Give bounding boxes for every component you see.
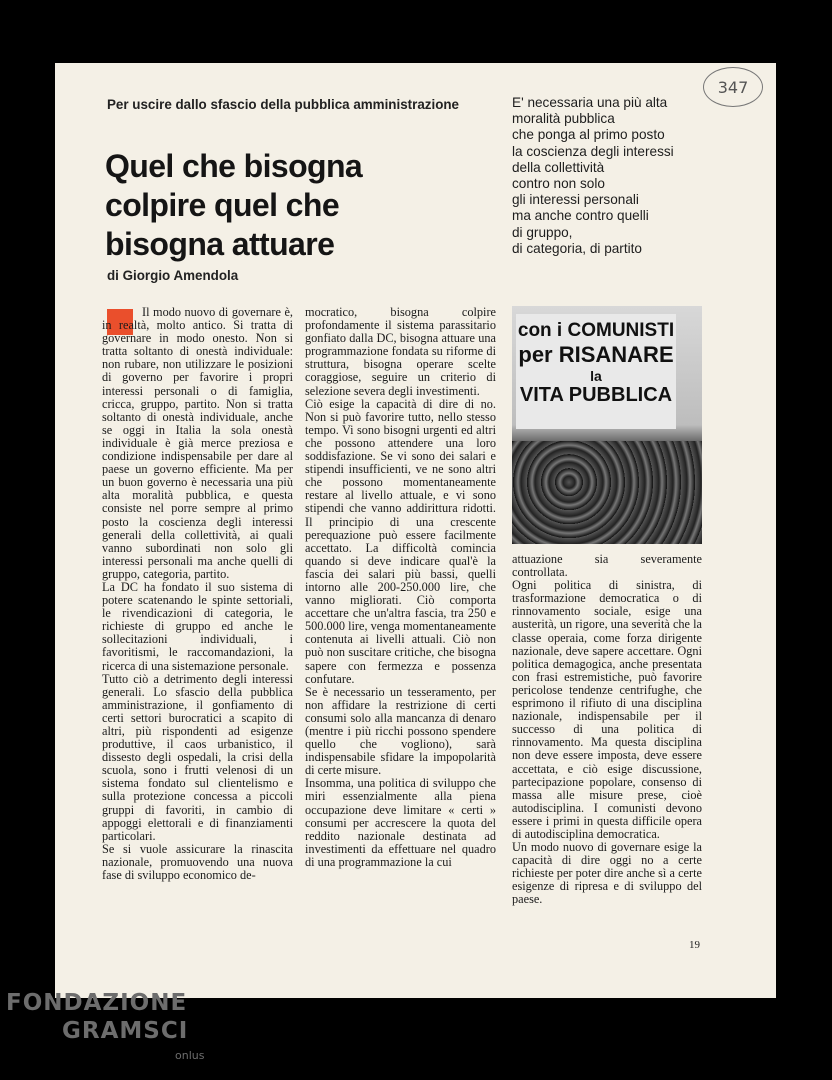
pull-quote bbox=[512, 95, 762, 257]
paragraph: La DC ha fondato il suo sistema di potere scatenando le spinte settoriali, le rivendicazioni di categoria, le richieste di gruppo ed anche le sollecitazioni individuali, i favoritismi, le raccomandazioni, la ricerca di una sistemazione personale. bbox=[102, 579, 293, 673]
banner-text: la bbox=[590, 368, 602, 384]
paragraph: Ogni politica di sinistra, di trasformazione democratica o di rinnovamento sociale, esige una austerità, un rigore, una severità che la classe operaia, come forza dirigente nazionale, deve sapere accettare. Ogni politica demagogica, anche presentata con frasi estremistiche, può favorire pericolose tendenze centrifughe, che esprimono il rifiuto di una disciplina nazionale, indispensabile per il successo di una politica di rinnovamento. Ma questa disciplina non deve essere imposta, deve essere accettata, e ciò esige discussione, partecipazione popolare, consenso di massa alle misure prese, cioè autodisciplina. I comunisti devono essere i primi in questa difficile opera di autodisciplina democratica. bbox=[512, 578, 702, 841]
watermark-line-1: FONDAZIONE bbox=[6, 990, 188, 1016]
pull-quote-line: ma anche contro quelli bbox=[512, 208, 649, 224]
paragraph: Se si vuole assicurare la rinascita nazionale, promuovendo una nuova fase di sviluppo economico de- bbox=[102, 841, 293, 883]
paragraph: Tutto ciò a detrimento degli interessi generali. Lo sfascio della pubblica amministrazione, il gonfiamento di certi settori burocratici a scapito di altri, più rispondenti ad esigenze produttive, il caos urbanistico, il dissesto degli ospedali, la crisi della scuola, sono i frutti velenosi di un sistema fondato sul clientelismo e sulla protezione concessa a piccoli gruppi di favoriti, in cambio di appoggi elettorali e di finanziamenti particolari. bbox=[102, 671, 293, 843]
article-column-1 bbox=[102, 306, 293, 882]
paragraph: mocratico, bisogna colpire profondamente il sistema parassitario gonfiato dalla DC, bisogna attuare una programmazione fondata su riforme di struttura, bisogna operare scelte coraggiose, seguire un criterio di selezione severa degli investimenti. bbox=[305, 305, 496, 398]
pull-quote-line: E' necessaria una più alta bbox=[512, 95, 668, 110]
banner-text: VITA PUBBLICA bbox=[519, 384, 673, 406]
watermark-line-2: GRAMSCI bbox=[62, 1018, 189, 1044]
pull-quote-line: di categoria, di partito bbox=[512, 240, 642, 256]
banner-text: con i COMUNISTI bbox=[517, 320, 675, 341]
pull-quote-line: di gruppo, bbox=[512, 224, 573, 240]
paragraph: Ciò esige la capacità di dire di no. Non si può favorire tutto, nello stesso tempo. Vi sono bisogni urgenti ed altri che possono attendere una loro soddisfazione. Se vi sono dei salari e stipendi insufficienti, ve ne sono altri che possono momentaneamente restare al livello attuale, e vi sono stipendi che vanno addirittura ridotti. Il principio di una crescente perequazione può essere facilmente accettato. La difficoltà comincia quando si deve indicare qual'è la fascia dei salari più bassi, quelli intorno alle 200-250.000 lire, che vanno migliorati. Ciò comporta accettare che un'altra fascia, tra 250 e 500.000 lire, venga momentaneamente contenuta ai livelli attuali. Ciò non può non suscitare critiche, che bisogna sapere con fermezza e possenza confutare. bbox=[305, 396, 496, 686]
magazine-page bbox=[55, 63, 776, 998]
handwritten-page-mark: 347 bbox=[703, 67, 763, 107]
headline-line: Quel che bisogna bbox=[105, 148, 363, 184]
paragraph: Insomma, una politica di sviluppo che miri essenzialmente alla piena occupazione deve limitare « certi » consumi per accrescere la quota del reddito nazionale destinata ad investimenti da effettuare nel quadro di una programmazione la cui bbox=[305, 776, 496, 869]
pull-quote-line: gli interessi personali bbox=[512, 192, 639, 208]
headline-line: bisogna attuare bbox=[105, 226, 335, 262]
paragraph: Un modo nuovo di governare esige la capacità di dire oggi no a certe richieste per poter dire anche sì a certe esigenze di ripresa e di sviluppo del paese. bbox=[512, 840, 702, 907]
protest-photo bbox=[512, 306, 702, 544]
paragraph: Il modo nuovo di governare è, in realtà, molto antico. Si tratta di governare in modo onesto. Non si tratta soltanto di onestà individuale: non rubare, non utilizzare le posizioni di governo per favorire i propri interessi personali o di famiglia, cricca, gruppo, partito. Non si tratta soltanto di onestà individuale, anche se oggi in Italia la sola onestà individuale è già merce preziosa e condizione indispensabile per dare al paese un governo efficiente. Ma per un buon governo è necessaria una più alta moralità pubblica, e questa consiste nel porre sempre al primo posto la coscienza degli interessi generali della collettività, ai quali vanno subordinati non solo gli interessi personali ma anche quelli di gruppo, categoria, partito. bbox=[102, 305, 293, 581]
protest-banner bbox=[516, 314, 676, 429]
pull-quote-line: moralità pubblica bbox=[512, 111, 615, 127]
pull-quote-line: che ponga al primo posto bbox=[512, 127, 665, 143]
crowd-image bbox=[512, 441, 702, 544]
article-column-2 bbox=[305, 306, 496, 869]
paragraph: Se è necessario un tesseramento, per non affidare la restrizione di certi consumi solo alla mancanza di denaro (mentre i più ricchi possono spendere quello che vogliono), sarà indispensabile sfidare la impopolarità di certe misure. bbox=[305, 684, 496, 778]
byline: di Giorgio Amendola bbox=[107, 268, 239, 283]
paragraph: attuazione sia severamente controllata. bbox=[512, 552, 702, 580]
pull-quote-line: la coscienza degli interessi bbox=[512, 143, 674, 159]
pull-quote-line: contro non solo bbox=[512, 176, 605, 192]
headline-line: colpire quel che bbox=[105, 187, 340, 223]
banner-text: per RISANARE bbox=[518, 342, 674, 367]
page-number: 19 bbox=[689, 939, 700, 951]
watermark-onlus: onlus bbox=[175, 1049, 205, 1062]
pull-quote-line: della collettività bbox=[512, 159, 605, 175]
kicker: Per uscire dallo sfascio della pubblica amministrazione bbox=[107, 97, 459, 112]
article-column-3 bbox=[512, 553, 702, 907]
headline bbox=[105, 147, 445, 264]
